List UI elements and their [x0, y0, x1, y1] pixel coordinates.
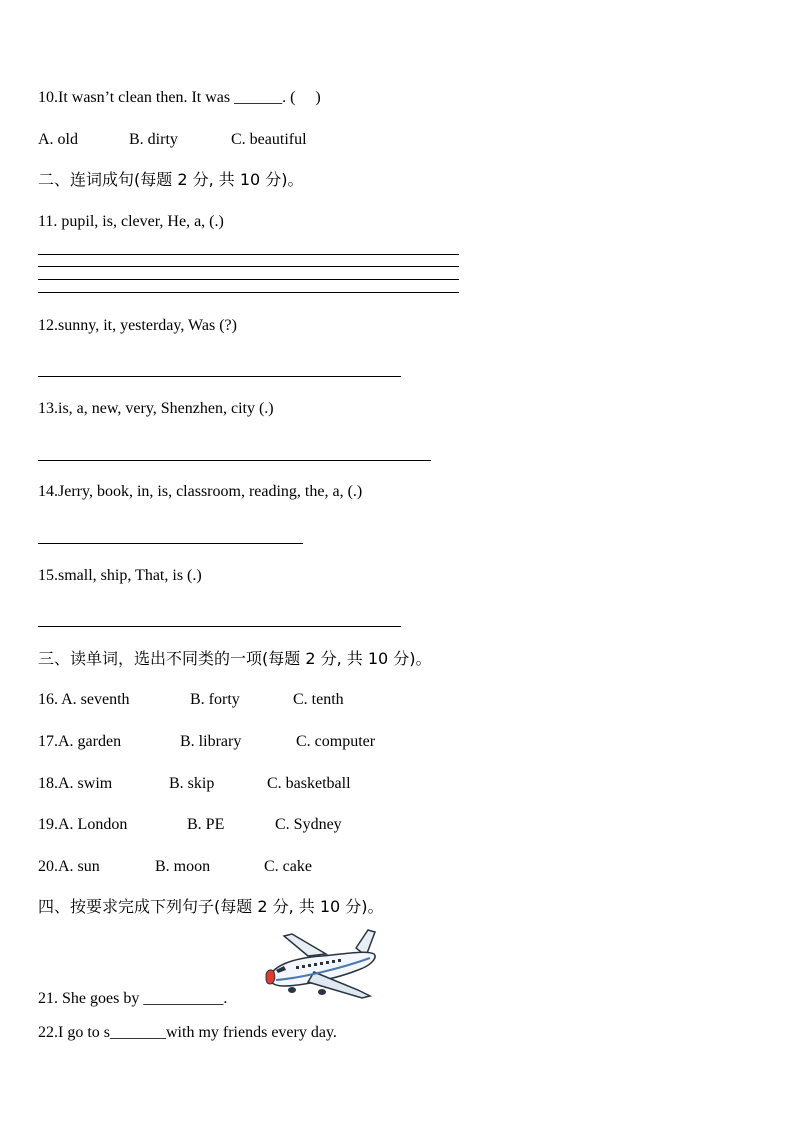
question-10: 10.It wasn’t clean then. It was ______. ( ) — [38, 89, 321, 106]
question-22: 22.I go to s_______with my friends every day. — [38, 1024, 337, 1041]
q20-option-a: 20.A. sun — [38, 858, 100, 875]
q10-option-b: B. dirty — [129, 131, 178, 148]
q16-option-c: C. tenth — [293, 691, 344, 708]
q17-option-c: C. computer — [296, 733, 376, 750]
question-12: 12.sunny, it, yesterday, Was (?) — [38, 317, 237, 334]
q20-option-c: C. cake — [264, 858, 312, 875]
answer-line — [38, 292, 459, 293]
q16-option-b: B. forty — [190, 691, 240, 708]
q19-option-a: 19.A. London — [38, 816, 128, 833]
question-15: 15.small, ship, That, is (.) — [38, 567, 202, 584]
q10-option-a: A. old — [38, 131, 78, 148]
q18-option-b: B. skip — [169, 775, 215, 792]
q19-option-c: C. Sydney — [275, 816, 342, 833]
q16-option-a: 16. A. seventh — [38, 691, 130, 708]
q18-option-c: C. basketball — [267, 775, 351, 792]
q19-option-b: B. PE — [187, 816, 225, 833]
answer-line — [38, 266, 459, 267]
section-2-heading: 二、连词成句(每题 2 分, 共 10 分)。 — [38, 170, 304, 189]
q17-option-a: 17.A. garden — [38, 733, 122, 750]
question-21: 21. She goes by __________. — [38, 990, 228, 1007]
answer-line — [38, 460, 431, 461]
question-11: 11. pupil, is, clever, He, a, (.) — [38, 213, 224, 230]
q17-option-b: B. library — [180, 733, 242, 750]
section-4-heading: 四、按要求完成下列句子(每题 2 分, 共 10 分)。 — [38, 897, 384, 916]
question-13: 13.is, a, new, very, Shenzhen, city (.) — [38, 400, 274, 417]
section-3-heading: 三、读单词，选出不同类的一项(每题 2 分, 共 10 分)。 — [38, 649, 432, 668]
answer-line — [38, 279, 459, 280]
question-14: 14.Jerry, book, in, is, classroom, reading, the, a, (.) — [38, 483, 363, 500]
q20-option-b: B. moon — [155, 858, 211, 875]
airplane-image — [262, 926, 382, 1004]
answer-line — [38, 626, 401, 627]
answer-line — [38, 376, 401, 377]
answer-line — [38, 254, 459, 255]
q18-option-a: 18.A. swim — [38, 775, 113, 792]
q10-option-c: C. beautiful — [231, 131, 307, 148]
answer-line — [38, 543, 303, 544]
